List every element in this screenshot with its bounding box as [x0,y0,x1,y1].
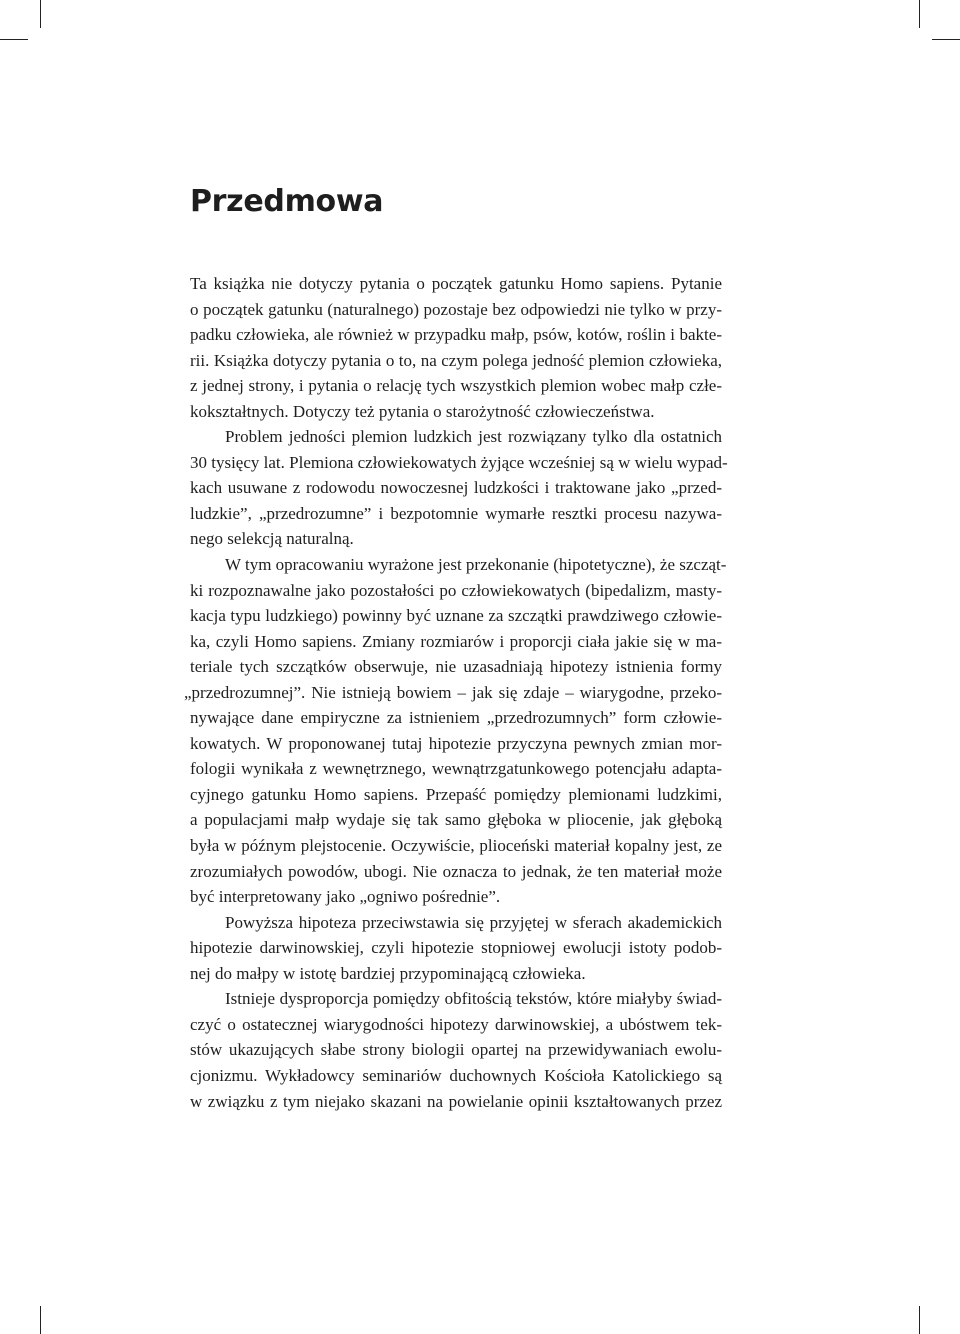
text-line: cyjnego gatunku Homo sapiens. Przepaść pomiędzy plemionami ludzkimi, [190,784,722,804]
text-line: cjonizmu. Wykładowcy seminariów duchownych Kościoła Katolickiego są [190,1065,722,1085]
text-line: teriale tych szczątków obserwuje, nie uzasadniają hipotezy istnienia formy [190,657,722,677]
crop-mark-bottom-right-vertical [919,1306,920,1334]
text-line: W tym opracowaniu wyrażone jest przekonanie (hipotetyczne), że szcząt- [225,555,727,575]
text-line: Ta książka nie dotyczy pytania o początek gatunku Homo sapiens. Pytanie [190,274,722,293]
text-line: nego selekcją naturalną. [190,529,354,549]
crop-mark-top-right-vertical [919,0,920,28]
text-line: nywające dane empiryczne za istnieniem „przedrozumnych” form człowie- [190,708,722,728]
text-line: kokształtnych. Dotyczy też pytania o starożytność człowieczeństwa. [190,401,655,421]
text-line: ka, czyli Homo sapiens. Zmiany rozmiarów i proporcji ciała jakie się w ma- [190,631,722,651]
text-line: być interpretowany jako „ogniwo pośrednie”. [190,887,501,907]
crop-mark-top-right-horizontal [932,39,960,40]
text-line: Powyższa hipoteza przeciwstawia się przyjętej w sferach akademickich [225,912,722,932]
body-text [184,271,728,1114]
text-line: była w późnym plejstocenie. Oczywiście, plioceński materiał kopalny jest, ze [190,836,722,856]
text-line: a populacjami małp wydaje się tak samo głęboka w pliocenie, jak głęboką [190,810,722,830]
text-line: w związku z tym niejako skazani na powielanie opinii kształtowanych przez [190,1091,722,1111]
text-line: rii. Książka dotyczy pytania o to, na czym polega jedność plemion człowieka, [190,350,722,370]
text-line: z jednej strony, i pytania o relację tych wszystkich plemion wobec małp człe- [190,376,722,396]
text-line: „przedrozumnej”. Nie istnieją bowiem – jak się zdaje – wiarygodne, przeko- [184,682,722,702]
text-line: kacja typu ludzkiego) powinny być uznane za szczątki prawdziwego człowie- [190,606,722,626]
crop-mark-bottom-left-vertical [40,1306,41,1334]
crop-mark-top-left-horizontal [0,39,28,40]
text-line: hipotezie darwinowskiej, czyli hipotezie stopniowej ewolucji istoty podob- [190,938,722,958]
text-line: zrozumiałych powodów, ubogi. Nie oznacza to jednak, że ten materiał może [190,861,722,881]
text-line: nej do małpy w istotę bardziej przypominającą człowieka. [190,963,586,983]
text-line: stów ukazujących słabe strony biologii opartej na przewidywaniach ewolu- [190,1040,722,1060]
text-line: ki rozpoznawalne jako pozostałości po człowiekowatych (bipedalizm, masty- [190,580,722,600]
text-line: Istnieje dysproporcja pomiędzy obfitością tekstów, które miałyby świad- [225,989,722,1009]
text-line: ludzkie”, „przedrozumne” i bezpotomnie wymarłe resztki procesu nazywa- [190,503,722,523]
text-line: czyć o ostatecznej wiarygodności hipotezy darwinowskiej, a ubóstwem tek- [190,1014,722,1034]
text-line: kowatych. W proponowanej tutaj hipotezie przyczyna pewnych zmian mor- [190,733,722,753]
text-line: kach usuwane z rodowodu nowoczesnej ludzkości i traktowane jako „przed- [190,478,722,498]
text-line: padku człowieka, ale również w przypadku małp, psów, kotów, roślin i bakte- [190,325,722,345]
text-line: 30 tysięcy lat. Plemiona człowiekowatych żyjące wcześniej są w wielu wypad- [190,452,728,472]
page-title: Przedmowa [190,184,384,219]
text-line: fologii wynikała z wewnętrznego, wewnątrzgatunkowego potencjału adapta- [190,759,722,779]
text-line: o początek gatunku (naturalnego) pozostaje bez odpowiedzi nie tylko w przy- [190,299,722,319]
crop-mark-top-left-vertical [40,0,41,28]
text-line: Problem jedności plemion ludzkich jest rozwiązany tylko dla ostatnich [225,427,722,447]
